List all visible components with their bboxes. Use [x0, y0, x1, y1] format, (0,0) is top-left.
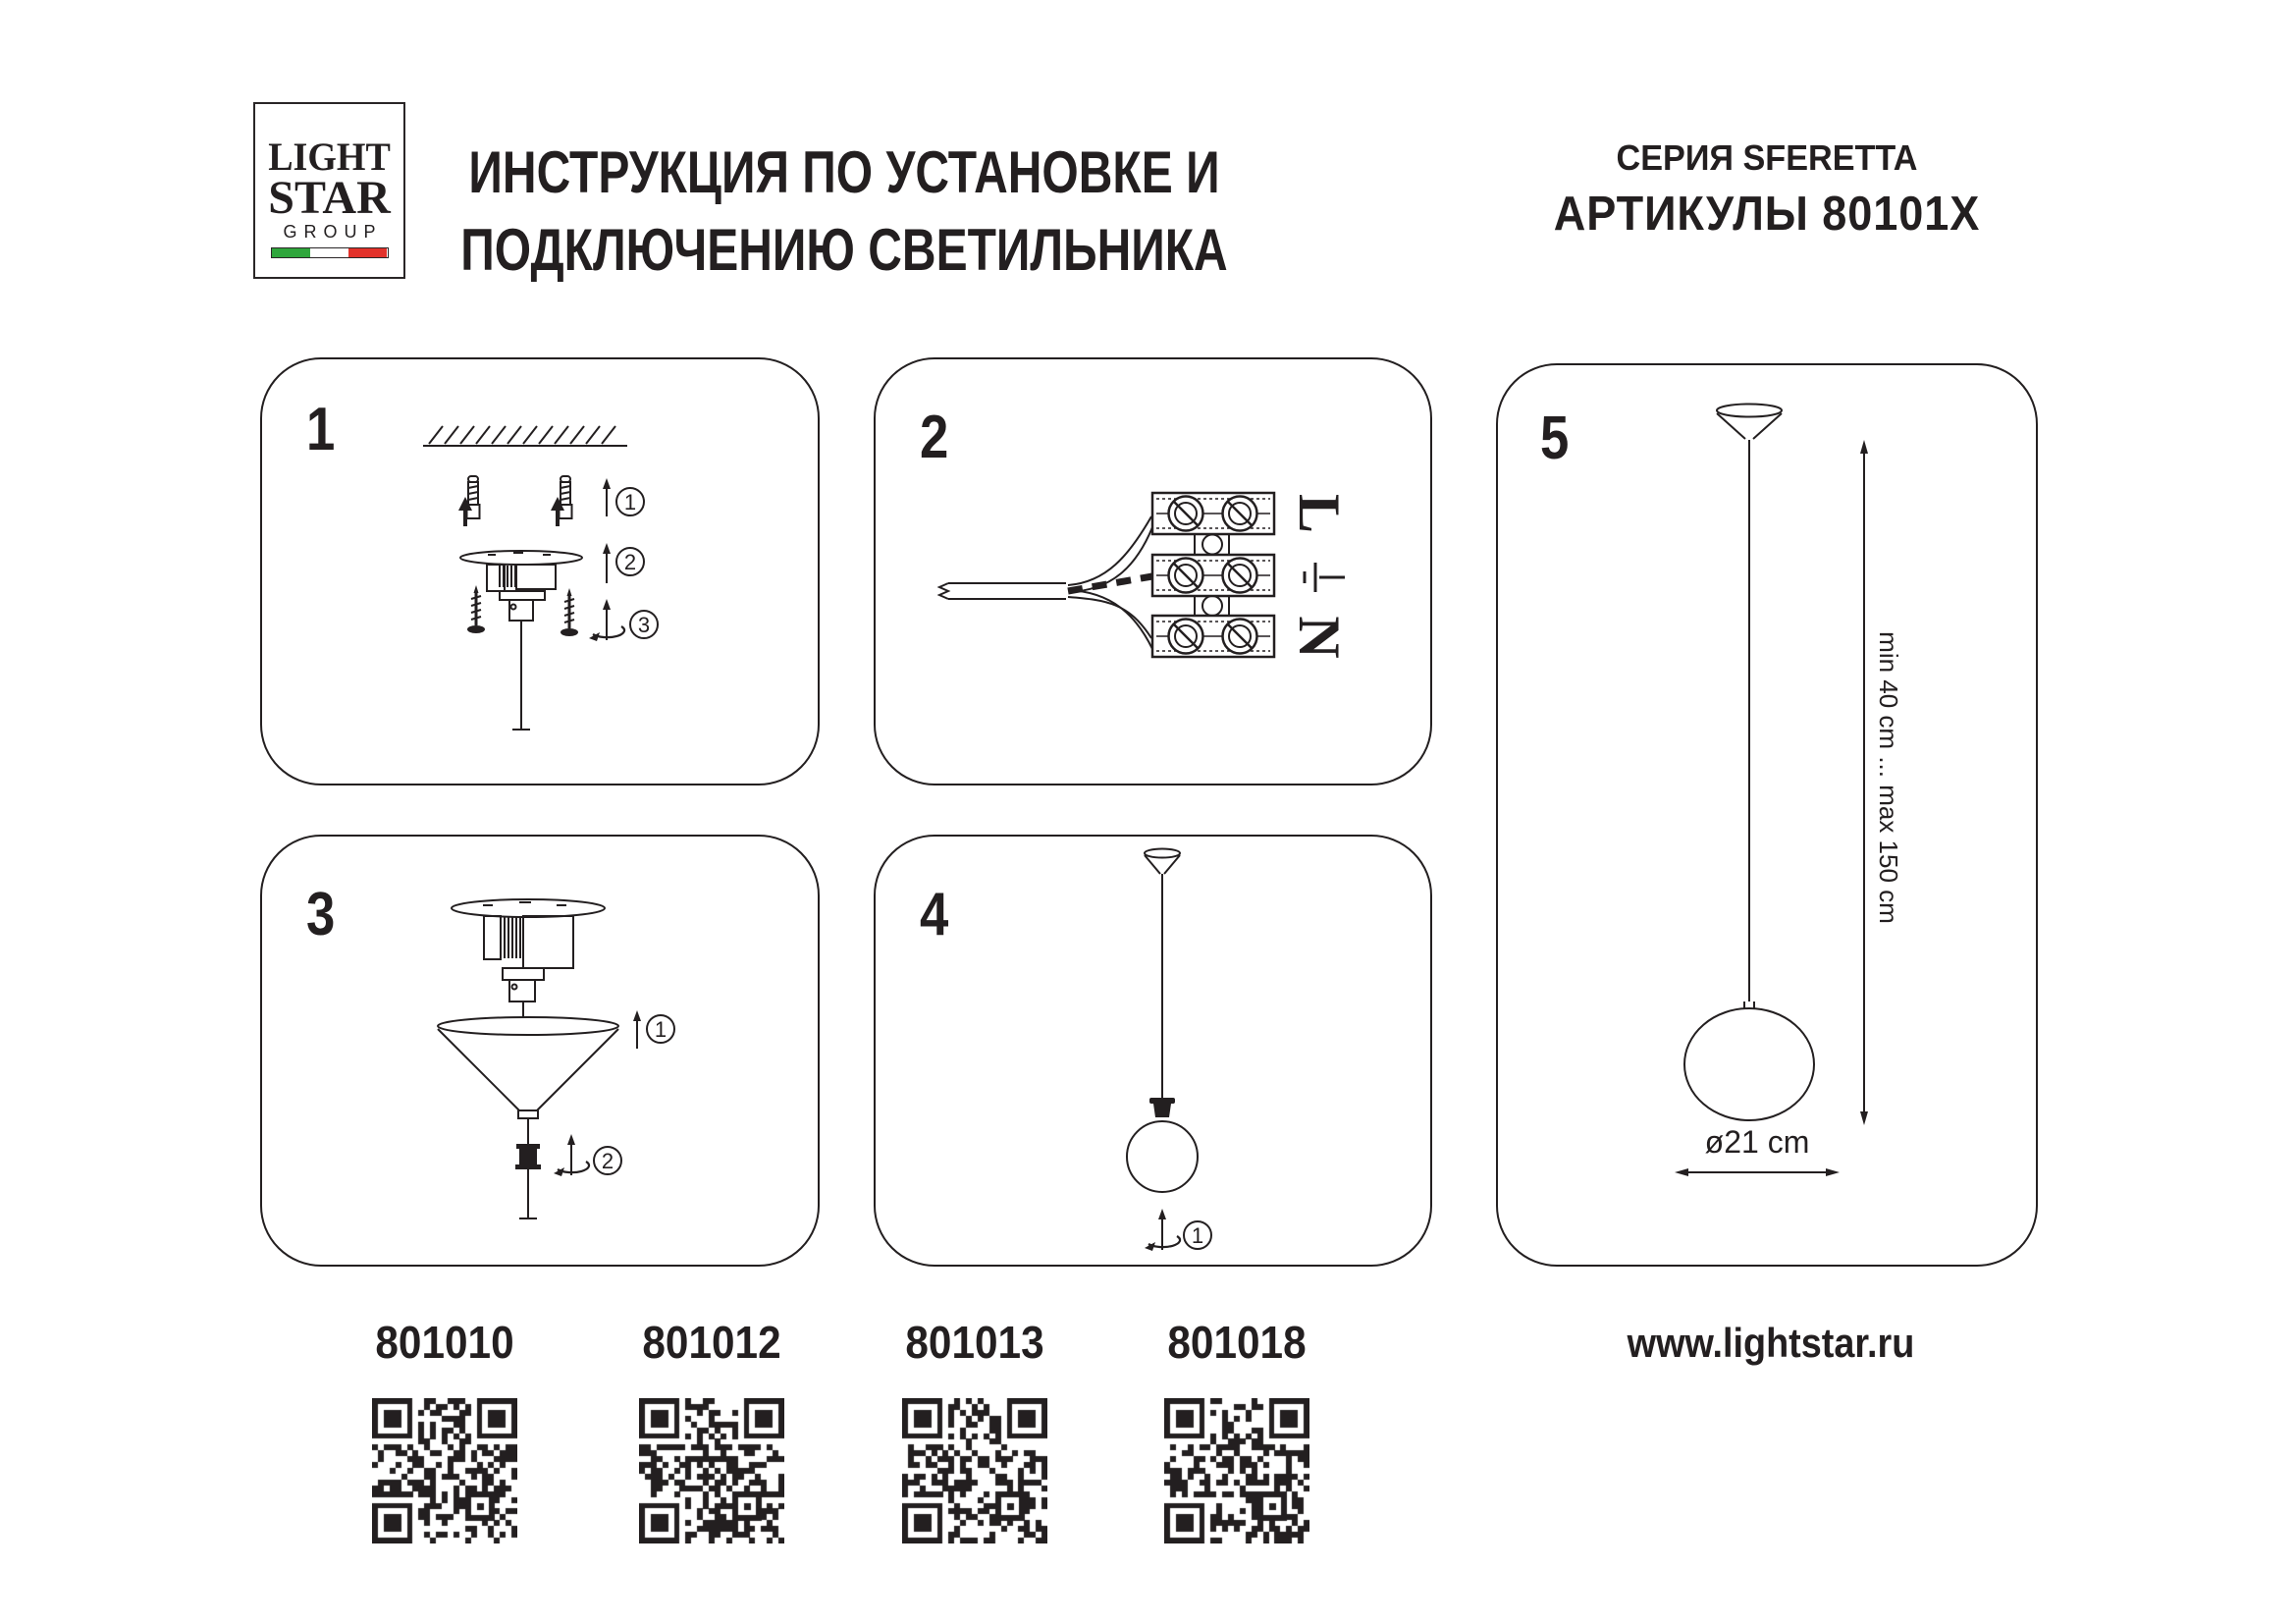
step-1-diagram: [262, 359, 817, 783]
wires: [1068, 516, 1152, 649]
rotate-arrow-icon: [589, 599, 624, 641]
up-arrow-icon: [633, 1010, 641, 1049]
step-1-marker: [647, 1015, 674, 1043]
screw-left: [467, 585, 485, 633]
mounting-bracket: [452, 899, 605, 1021]
svg-text:1: 1: [654, 1017, 667, 1042]
diameter-dimension-label: ø21 cm: [1704, 1124, 1810, 1160]
ceiling-cone: [1717, 405, 1782, 440]
step-number: 2: [920, 404, 949, 472]
step-3-diagram: [262, 837, 817, 1264]
articles-title: АРТИКУЛЫ 80101X: [1553, 188, 1981, 241]
step-number: 4: [920, 881, 949, 949]
mounting-plate: [460, 551, 582, 730]
svg-text:2: 2: [601, 1149, 614, 1173]
earth-ground-icon: [1305, 563, 1345, 592]
dimensions-diagram: [1498, 365, 2035, 1264]
cord-grip: [515, 1144, 541, 1169]
article-code: 801013: [905, 1317, 1044, 1368]
terminal-block: [1152, 493, 1274, 657]
step-number: 3: [306, 881, 336, 949]
svg-text:1: 1: [623, 490, 637, 514]
height-dimension-arrow: [1860, 440, 1868, 1125]
step-2-panel: [874, 357, 1432, 785]
logo-word-light: LIGHT: [268, 135, 391, 179]
lamp-socket: [1149, 1098, 1175, 1117]
step-2-wiring-diagram: [876, 359, 1429, 783]
series-title: СЕРИЯ SFERETTA: [1616, 137, 1918, 178]
svg-text:1: 1: [1191, 1223, 1204, 1248]
step-1-marker: [616, 488, 644, 515]
height-dimension-label: min 40 cm ... max 150 cm: [1874, 631, 1903, 924]
qr-code: [639, 1398, 784, 1543]
ceiling-hatch: [429, 426, 615, 444]
step-number: 5: [1540, 405, 1570, 473]
diameter-dimension-arrow: [1675, 1168, 1840, 1176]
qr-code: [902, 1398, 1047, 1543]
supply-cable: [939, 583, 1066, 599]
rotate-arrow-icon: [554, 1134, 589, 1176]
article-code: 801012: [642, 1317, 781, 1368]
ceiling-cone: [1145, 849, 1180, 875]
page-title-line1: ИНСТРУКЦИЯ ПО УСТАНОВКЕ И: [468, 139, 1220, 205]
cone-shade: [438, 1017, 618, 1118]
step-2-marker: [594, 1147, 621, 1174]
italian-flag-icon: [271, 247, 389, 258]
label-neutral: N: [1287, 616, 1352, 659]
step-1-panel: [260, 357, 820, 785]
up-arrow-icon: [603, 478, 611, 516]
step-1-marker: [1184, 1221, 1211, 1249]
article-code: 801018: [1167, 1317, 1307, 1368]
page-title-line2: ПОДКЛЮЧЕНИЮ СВЕТИЛЬНИКА: [460, 217, 1228, 283]
qr-code: [1164, 1398, 1309, 1543]
logo-word-group: GROUP: [283, 222, 383, 242]
up-arrow-icon: [603, 543, 611, 583]
website-link[interactable]: www.lightstar.ru: [1627, 1320, 1915, 1366]
svg-text:2: 2: [623, 550, 637, 574]
step-number: 1: [306, 396, 336, 464]
glass-sphere: [1684, 1008, 1814, 1120]
article-code: 801010: [375, 1317, 514, 1368]
dimensions-panel: [1496, 363, 2038, 1267]
wall-plug-left: [458, 476, 480, 526]
wall-plug-right: [551, 476, 572, 526]
logo-word-star: STAR: [268, 172, 391, 224]
step-3-panel: [260, 835, 820, 1267]
lightstar-logo: [253, 102, 405, 279]
step-4-diagram: [876, 837, 1429, 1264]
glass-sphere: [1127, 1121, 1198, 1192]
page-title: [436, 134, 1253, 289]
terminal-row-earth: [1152, 555, 1274, 596]
svg-text:3: 3: [637, 613, 651, 637]
step-3-marker: [630, 611, 658, 638]
terminal-row-L: [1152, 493, 1274, 534]
step-2-marker: [616, 548, 644, 575]
qr-code: [372, 1398, 517, 1543]
step-4-panel: [874, 835, 1432, 1267]
label-line: L: [1287, 493, 1352, 534]
rotate-arrow-icon: [1145, 1209, 1180, 1251]
terminal-row-N: [1152, 616, 1274, 657]
screw-right: [561, 588, 578, 636]
